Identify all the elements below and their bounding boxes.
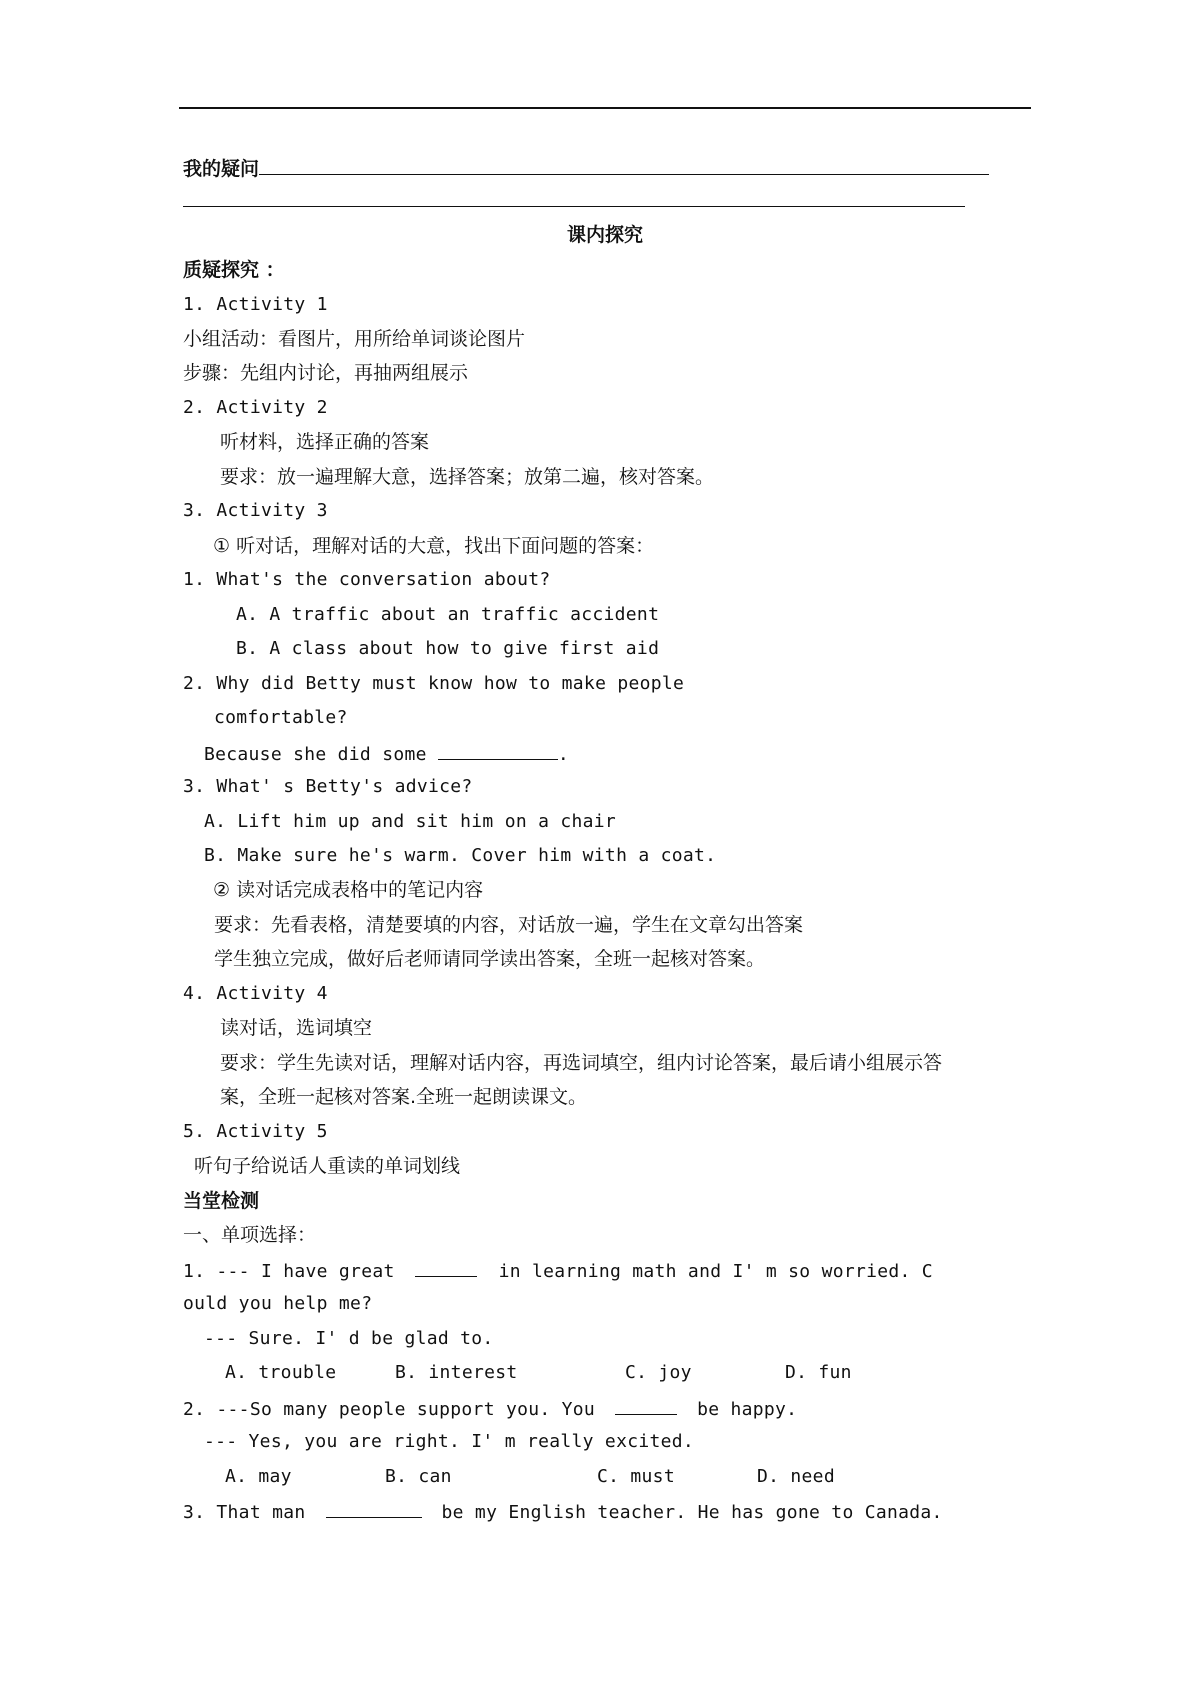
question-1: 1. What's the conversation about? — [183, 569, 551, 590]
my-question-blank-2[interactable] — [183, 188, 965, 207]
exercise-2-reply: --- Yes, you are right. I' m really excited. — [204, 1431, 695, 1452]
activity-1-title: 1. Activity 1 — [183, 294, 328, 315]
exercise-2-option-d[interactable]: D. need — [757, 1466, 835, 1487]
exercise-1-line-2: ould you help me? — [183, 1293, 373, 1314]
activity-2-requirement: 要求：放一遍理解大意，选择答案；放第二遍，核对答案。 — [220, 466, 715, 488]
activity-5-task: 听句子给说话人重读的单词划线 — [194, 1155, 461, 1177]
question-1-option-a: A. A traffic about an traffic accident — [236, 604, 660, 625]
activity-4-requirement-1: 要求：学生先读对话，理解对话内容，再选词填空，组内讨论答案，最后请小组展示答 — [220, 1052, 943, 1074]
question-1-option-b: B. A class about how to give first aid — [236, 638, 660, 659]
exercise-1-options — [225, 1361, 852, 1385]
question-2-answer-blank[interactable] — [438, 741, 558, 760]
question-3-option-b: B. Make sure he's warm. Cover him with a coat. — [204, 845, 717, 866]
activity-3-step-1: ① 听对话，理解对话的大意，找出下面问题的答案： — [213, 535, 655, 557]
exercise-2-stem-a: 2. ---So many people support you. You — [183, 1399, 596, 1420]
inquiry-heading: 质疑探究 ： — [183, 259, 285, 281]
exercise-3-stem-b: be my English teacher. He has gone to Canada. — [441, 1502, 943, 1523]
activity-5-title: 5. Activity 5 — [183, 1121, 328, 1142]
exercise-2-option-a[interactable]: A. may — [225, 1466, 292, 1487]
exercise-2-stem-b: be happy. — [697, 1399, 798, 1420]
exercise-1-reply: --- Sure. I' d be glad to. — [204, 1328, 494, 1349]
activity-3-requirement-1: 要求：先看表格，清楚要填的内容，对话放一遍，学生在文章勾出答案 — [214, 914, 804, 936]
exercise-1-stem-a: 1. --- I have great — [183, 1261, 395, 1282]
exercise-1-line-1 — [183, 1258, 933, 1284]
activity-4-requirement-2: 案，全班一起核对答案.全班一起朗读课文。 — [220, 1086, 588, 1108]
activity-2-task: 听材料，选择正确的答案 — [220, 431, 430, 453]
exercise-2-options — [225, 1465, 835, 1489]
exercise-1-option-d[interactable]: D. fun — [785, 1362, 852, 1383]
exercise-1-blank[interactable] — [415, 1258, 477, 1277]
section-title: 课内探究 — [566, 224, 643, 246]
activity-4-task: 读对话，选词填空 — [220, 1017, 373, 1039]
exercise-2-option-c[interactable]: C. must — [597, 1466, 675, 1487]
activity-3-step-2: ② 读对话完成表格中的笔记内容 — [213, 879, 484, 901]
activity-3-title: 3. Activity 3 — [183, 500, 328, 521]
question-3: 3. What' s Betty's advice? — [183, 776, 473, 797]
top-rule — [179, 107, 1031, 109]
exercise-1-option-b[interactable]: B. interest — [395, 1362, 518, 1383]
check-heading: 当堂检测 — [183, 1190, 260, 1212]
question-2-line-1: 2. Why did Betty must know how to make people — [183, 673, 685, 694]
question-2-answer-prefix: Because she did some — [204, 744, 438, 765]
exercise-2-option-b[interactable]: B. can — [385, 1466, 452, 1487]
check-part-1: 一、单项选择： — [183, 1224, 317, 1246]
exercise-1-option-a[interactable]: A. trouble — [225, 1362, 337, 1383]
exercise-1-option-c[interactable]: C. joy — [625, 1362, 692, 1383]
activity-1-steps: 步骤：先组内讨论，再抽两组展示 — [183, 362, 469, 384]
activity-2-title: 2. Activity 2 — [183, 397, 328, 418]
activity-4-title: 4. Activity 4 — [183, 983, 328, 1004]
exercise-2-line-1 — [183, 1396, 797, 1422]
activity-3-requirement-2: 学生独立完成，做好后老师请同学读出答案，全班一起核对答案。 — [214, 948, 766, 970]
my-question-label: 我的疑问 — [183, 158, 260, 180]
exercise-1-stem-b: in learning math and I' m so worried. C — [498, 1261, 933, 1282]
exercise-2-blank[interactable] — [615, 1396, 677, 1415]
exercise-3-stem-a: 3. That man — [183, 1502, 306, 1523]
question-3-option-a: A. Lift him up and sit him on a chair — [204, 811, 617, 832]
question-2-answer — [204, 741, 569, 767]
exercise-3-blank[interactable] — [326, 1499, 422, 1518]
exercise-3-line-1 — [183, 1499, 943, 1525]
my-question-line-2 — [183, 188, 965, 213]
my-question-blank[interactable] — [259, 156, 989, 175]
activity-1-task: 小组活动：看图片，用所给单词谈论图片 — [183, 328, 526, 350]
my-question-line — [183, 156, 989, 181]
question-2-line-2: comfortable? — [214, 707, 348, 728]
question-2-answer-suffix: . — [557, 744, 570, 765]
